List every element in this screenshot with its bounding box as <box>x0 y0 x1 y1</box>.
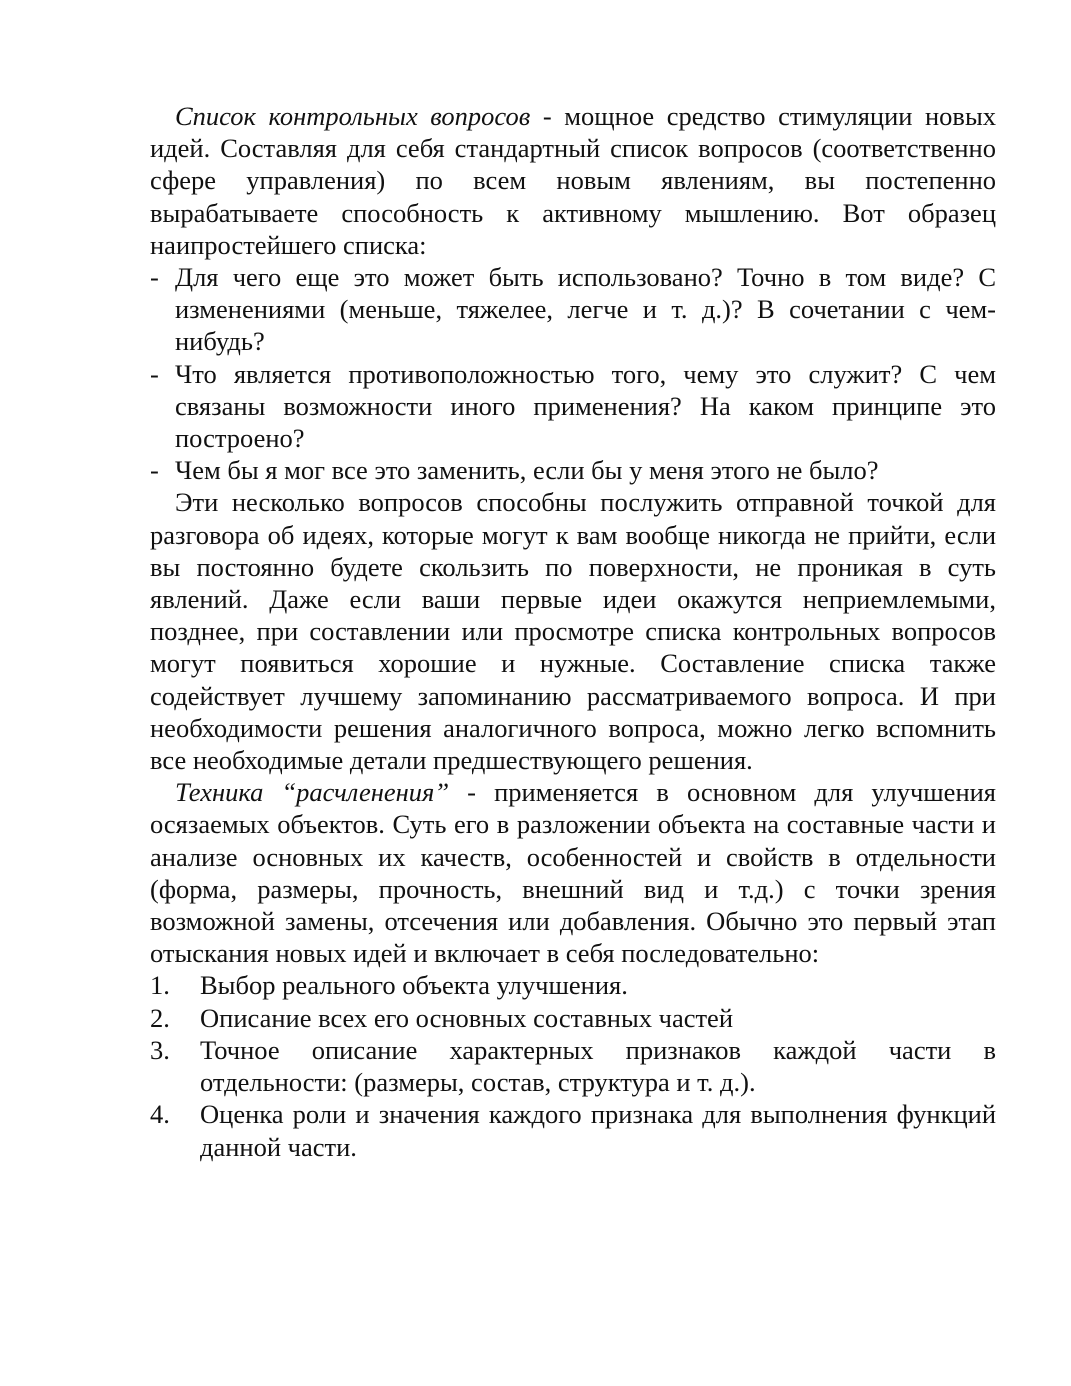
list-item <box>150 969 996 1001</box>
list-number: 2. <box>150 1002 170 1033</box>
list-item-text: Точное описание характерных признаков каждой части в отдельности: (размеры, состав, структура и т. д.). <box>200 1034 996 1098</box>
list-item-text: Чем бы я мог все это заменить, если бы у меня этого не было? <box>175 455 879 486</box>
list-item <box>150 1002 996 1034</box>
list-number: 4. <box>150 1099 170 1130</box>
list-item-text: Оценка роли и значения каждого признака для выполнения функций данной части. <box>200 1099 996 1162</box>
list-item <box>150 358 996 455</box>
list-item-text: Что является противоположностью того, чему это служит? С чем связаны возможности иного применения? На каком принципе это построено? <box>175 358 996 454</box>
list-dash: - <box>150 358 159 389</box>
list-item <box>150 454 996 486</box>
list-item-text: Для чего еще это может быть использовано? Точно в том виде? С изменениями (меньше, тяжелее, легче и т. д.)? В сочетании с чем-нибудь? <box>175 262 996 357</box>
paragraph-text: - мощное средство стимуляции новых идей. Составляя для себя стандартный список вопросов (соответственно сфере управления) по всем новым явлениям, вы постепенно вырабатываете способность к активному мышлению. Вот образец наипростейшего списка: <box>150 101 996 260</box>
paragraph-dissection-technique <box>150 776 996 969</box>
list-item <box>150 261 996 358</box>
term-checklist: Список контрольных вопросов <box>175 101 531 131</box>
list-item <box>150 1034 996 1098</box>
list-number: 3. <box>150 1034 170 1065</box>
list-dash: - <box>150 262 159 293</box>
list-item-text: Описание всех его основных составных частей <box>200 1002 734 1033</box>
document-page <box>150 100 996 1163</box>
steps-list <box>150 969 996 1162</box>
list-item-text: Выбор реального объекта улучшения. <box>200 970 628 1001</box>
paragraph-text: - применяется в основном для улучшения осязаемых объектов. Суть его в разложении объекта на составные части и анализе основных их качеств, особенностей и свойств в отдельности (форма, размеры, прочность, внешний вид и т.д.) с точки зрения возможной замены, отсечения или добавления. Обычно это первый этап отыскания новых идей и включает в себя последовательно: <box>150 777 996 969</box>
list-number: 1. <box>150 970 170 1001</box>
list-item <box>150 1098 996 1162</box>
paragraph-checklist-benefits: Эти несколько вопросов способны послужить отправной точкой для разговора об идеях, которые могут к вам вообще никогда не прийти, если вы постоянно будете скользить по поверхности, не проникая в суть явлений. Даже если ваши первые идеи окажутся неприемлемыми, позднее, при составлении или просмотре списка контрольных вопросов могут появиться хорошие и нужные. Составление списка также содействует лучшему запоминанию рассматриваемого вопроса. И при необходимости решения аналогичного вопроса, можно легко вспомнить все необходимые детали предшествующего решения. <box>150 487 996 776</box>
list-dash: - <box>150 455 159 486</box>
paragraph-checklist-intro <box>150 100 996 261</box>
term-dissection: Техника “расчленения” <box>175 777 450 808</box>
question-list <box>150 261 996 486</box>
